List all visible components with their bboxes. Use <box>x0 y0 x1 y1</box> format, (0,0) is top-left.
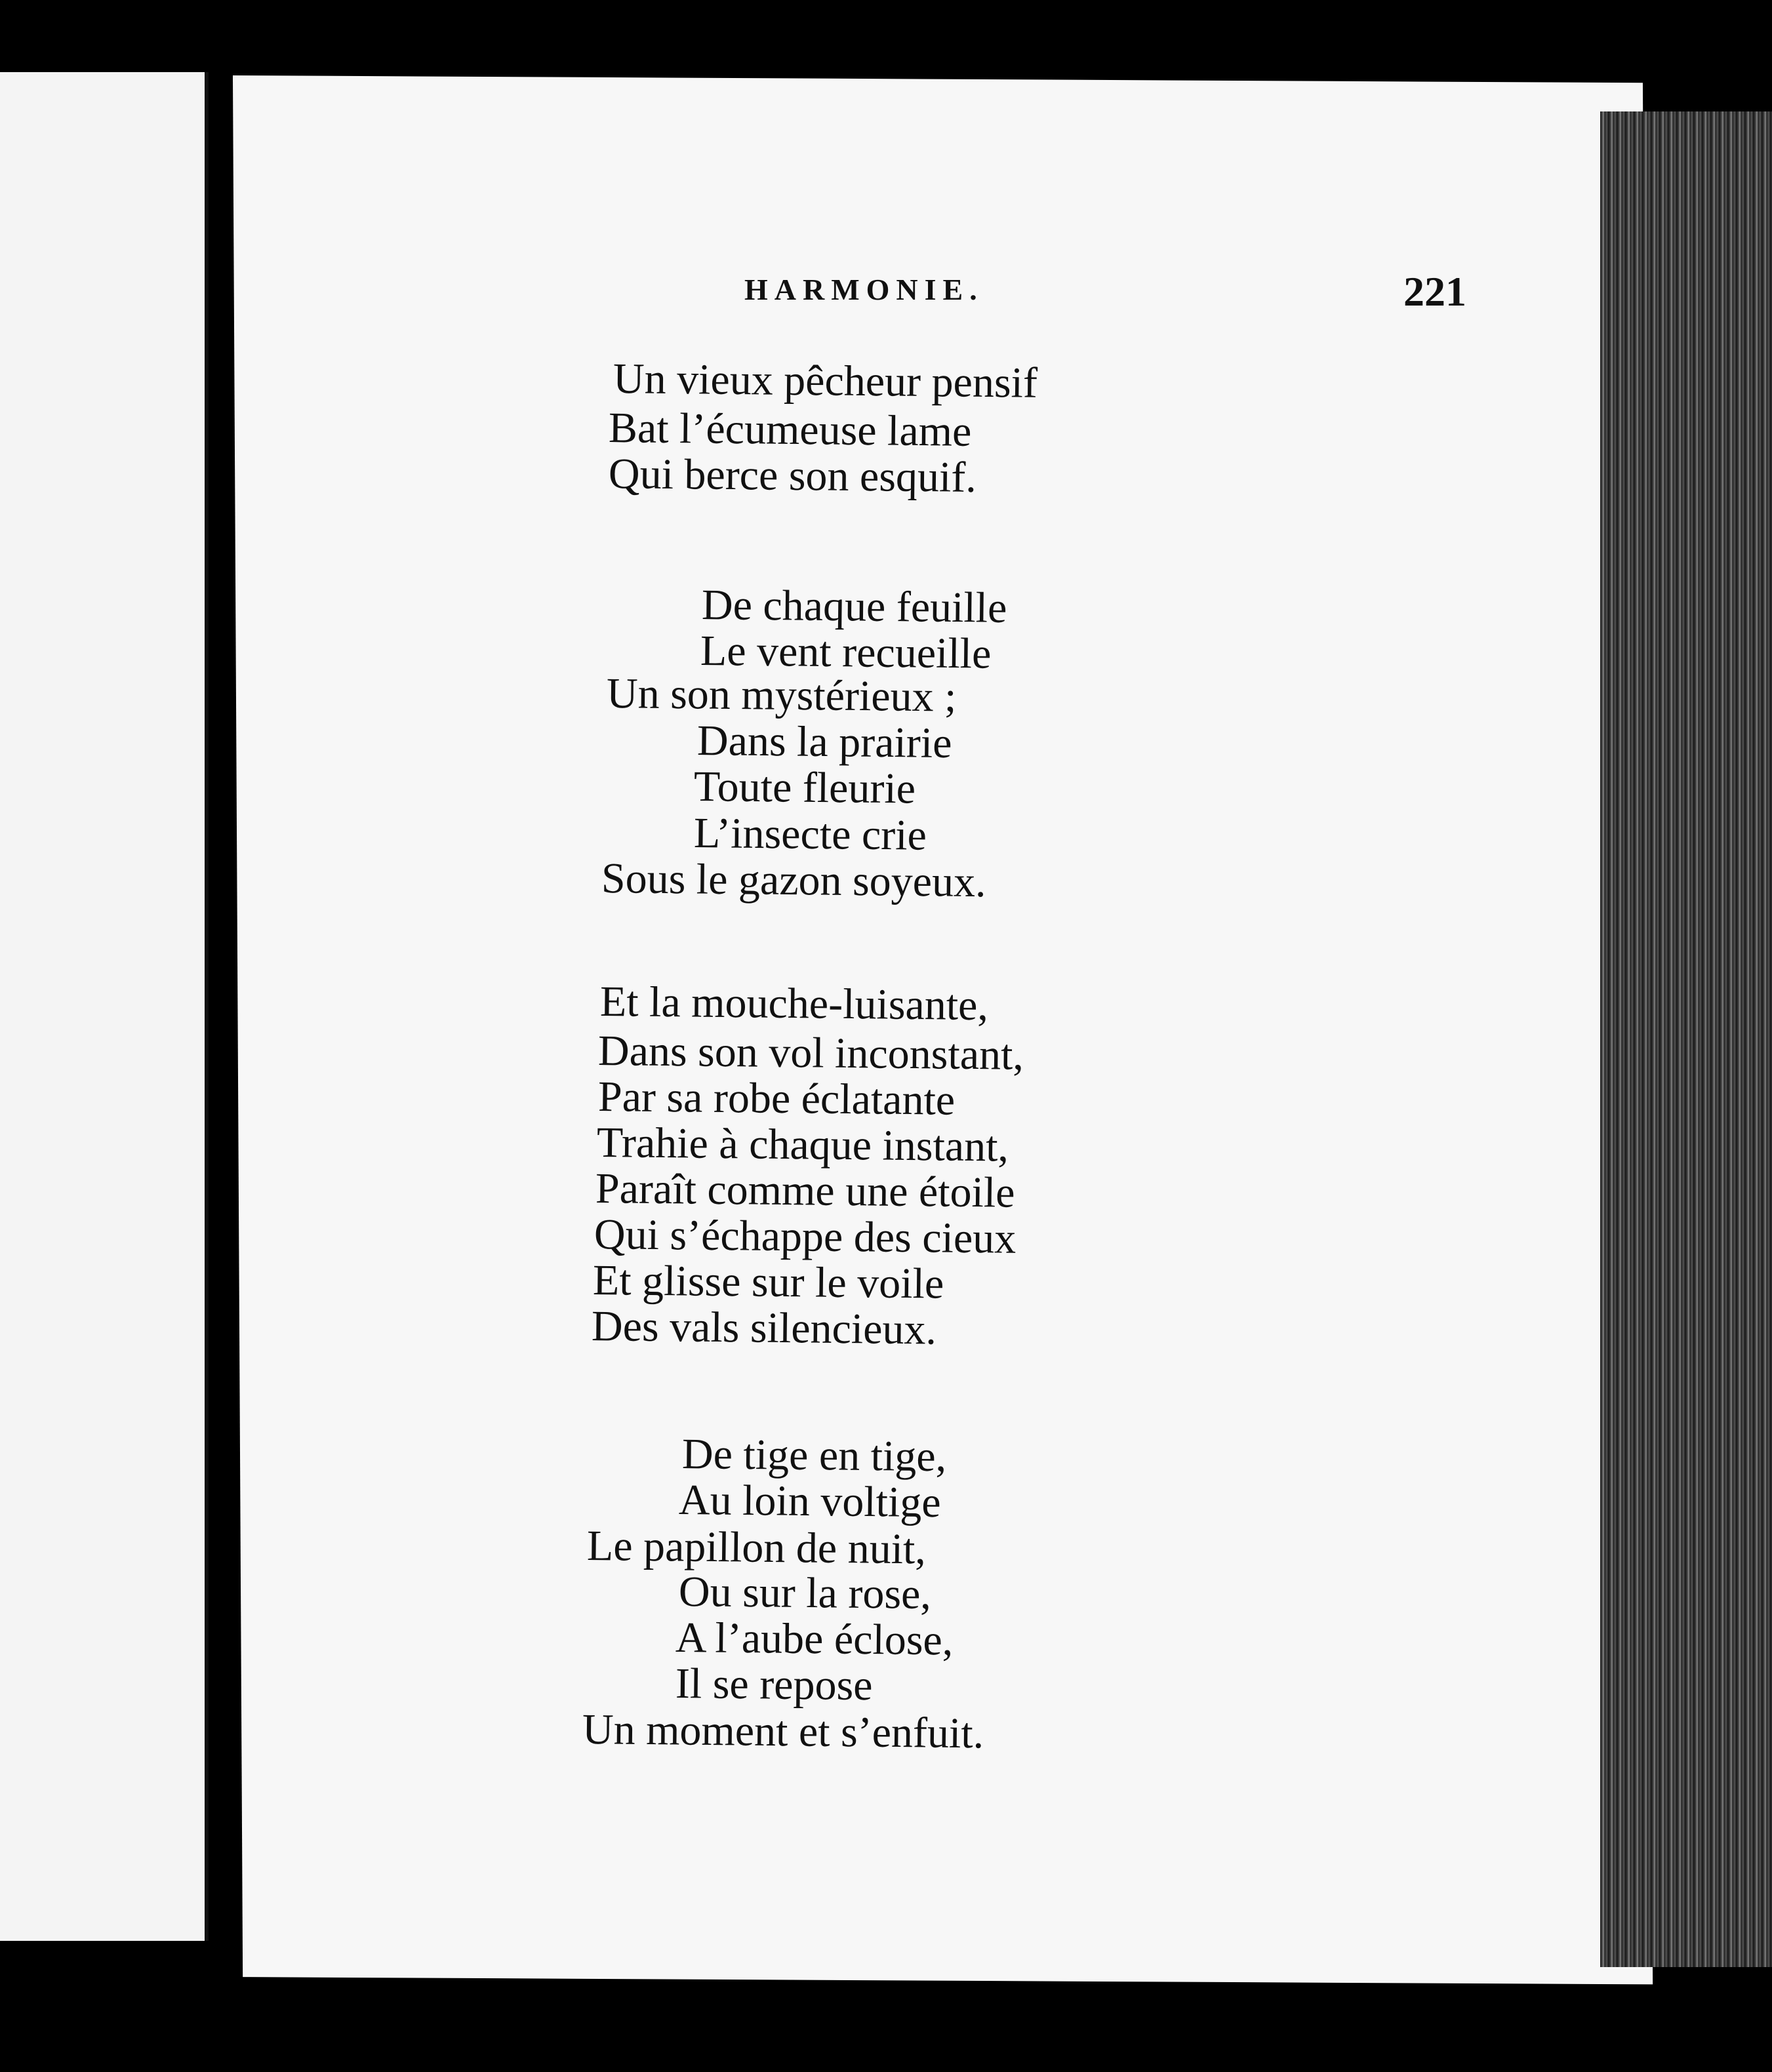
poem-line: Trahie à chaque instant, <box>596 1119 1009 1171</box>
poem-line: A l’aube éclose, <box>675 1614 954 1665</box>
poem-line: Et la mouche-luisante, <box>599 978 989 1030</box>
poem-line: Qui s’échappe des cieux <box>594 1210 1017 1263</box>
poem-line: Dans la prairie <box>696 717 952 768</box>
poem-line: Et glisse sur le voile <box>592 1256 944 1308</box>
poem-line: Il se repose <box>675 1660 873 1710</box>
poem-line: Dans son vol inconstant, <box>597 1027 1024 1079</box>
poem-line: Toute fleurie <box>693 763 916 813</box>
poem-line: L’insecte crie <box>693 809 927 860</box>
poem-line: De chaque feuille <box>701 581 1007 632</box>
poem-line: Un moment et s’enfuit. <box>582 1705 984 1758</box>
page-number: 221 <box>1403 268 1466 315</box>
poem-line: Des vals silencieux. <box>591 1302 937 1354</box>
running-title: HARMONIE. <box>744 273 984 306</box>
poem-line: Ou sur la rose, <box>678 1568 932 1619</box>
poem-line: Un son mystérieux ; <box>606 669 957 721</box>
poem-line: De tige en tige, <box>681 1430 947 1481</box>
poem-line: Le papillon de nuit, <box>586 1522 927 1574</box>
poem-line: Au loin voltige <box>678 1476 942 1527</box>
poem-line: Par sa robe éclatante <box>597 1073 956 1125</box>
poem-line: Bat l’écumeuse lame <box>608 404 972 456</box>
poem-line: Un vieux pêcheur pensif <box>613 355 1038 407</box>
poem-line: Paraît comme une étoile <box>595 1165 1015 1217</box>
poem-line: Qui berce son esquif. <box>608 450 977 502</box>
poem-line: Le vent recueille <box>700 627 992 678</box>
poem-line: Sous le gazon soyeux. <box>601 854 986 907</box>
